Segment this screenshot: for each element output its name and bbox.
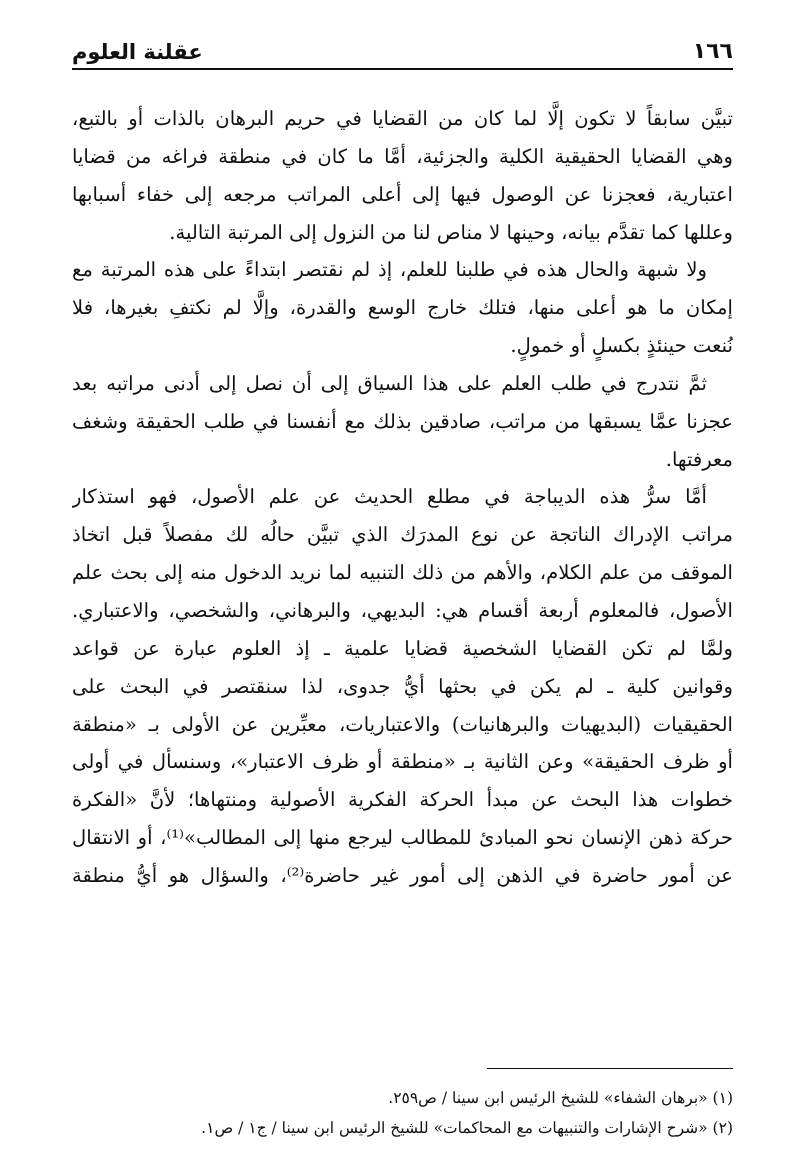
text-line: أو ظرف الحقيقة» وعن الثانية بـ «منطقة أو ظرف الاعتبار»، وسنسأل في أولى [72, 750, 733, 774]
text-line: معرفتها. [665, 447, 733, 471]
footnote-separator [487, 1068, 733, 1069]
text-line: خطوات هذا البحث عن مبدأ الحركة الفكرية الأصولية ومنتهاها؛ لأنَّ «الفكرة [72, 788, 733, 812]
main-text [72, 100, 733, 895]
text-line: نُنعت حينئذٍ بكسلٍ أو خمولٍ. [510, 334, 733, 358]
text-line: الأصول، فالمعلوم أربعة أقسام هي: البديهي، والبرهاني، والشخصي، والاعتباري. [72, 598, 733, 622]
text-line: وهي القضايا الحقيقية الكلية والجزئية، أمَّا ما كان في منطقة فراغه من قضايا [72, 144, 733, 168]
footnote-1: (١) «برهان الشفاء» للشيخ الرئيس ابن سينا / ص٢٥٩. [388, 1089, 733, 1107]
text-line: إمكان ما هو أعلى منها، فتلك خارج الوسع والقدرة، وإلَّا لم نكتفِ بغيرها، فلا [72, 296, 733, 320]
text-line: ثمَّ نتدرج في طلب العلم على هذا السياق إلى أن نصل إلى أدنى مراتبه بعد [72, 371, 707, 395]
text-line: تبيَّن سابقاً لا تكون إلَّا لما كان من القضايا في حريم البرهان بالذات أو بالتبع، [72, 107, 733, 130]
text-line: ولا شبهة والحال هذه في طلبنا للعلم، إذ لم نقتصر ابتداءً على هذه المرتبة مع [72, 258, 707, 282]
text-line: وعللها كما تقدَّم بيانه، وحينها لا مناص لنا من النزول إلى المرتبة التالية. [169, 220, 733, 244]
text-line: الحقيقيات (البديهيات والبرهانيات) والاعتباريات، معبِّرين عن الأولى بـ «منطقة [72, 712, 733, 736]
running-header [72, 28, 733, 70]
footnote-2: (٢) «شرح الإشارات والتنبيهات مع المحاكمات» للشيخ الرئيس ابن سينا / ج١ / ص١. [201, 1119, 733, 1137]
text-line: عن أمور حاضرة في الذهن إلى أمور غير حاضرة⁽²⁾، والسؤال هو أيُّ منطقة [72, 863, 733, 887]
footnotes [72, 1083, 733, 1143]
text-line: ولمَّا لم تكن القضايا الشخصية قضايا علمية ـ إذ العلوم عبارة عن قواعد [72, 636, 733, 660]
page-number: ١٦٦ [692, 39, 733, 64]
book-title: عقلنة العلوم [72, 40, 203, 64]
text-line: أمَّا سرُّ هذه الديباجة في مطلع الحديث عن علم الأصول، فهو استذكار [72, 485, 707, 509]
text-line: وقوانين كلية ـ لم يكن في بحثها أيُّ جدوى، لذا سنقتصر في البحث على [72, 674, 733, 698]
text-line: مراتب الإدراك الناتجة عن نوع المدرَك الذي تبيَّن حالُه لك مفصلاً قبل اتخاذ [72, 523, 733, 547]
text-line: اعتبارية، فعجزنا عن الوصول فيها إلى أعلى المراتب مرجعه إلى خفاء أسبابها [72, 182, 733, 206]
text-line: عجزنا عمَّا يسبقها من مراتب، صادقين بذلك مع أنفسنا في طلب الحقيقة وشغف [72, 409, 733, 433]
text-line: حركة ذهن الإنسان نحو المبادئ للمطالب ليرجع منها إلى المطالب»⁽¹⁾، أو الانتقال [72, 826, 733, 850]
text-line: الموقف من علم الكلام، والأهم من ذلك التنبيه لما نريد الدخول منه إلى بحث علم [72, 561, 733, 585]
